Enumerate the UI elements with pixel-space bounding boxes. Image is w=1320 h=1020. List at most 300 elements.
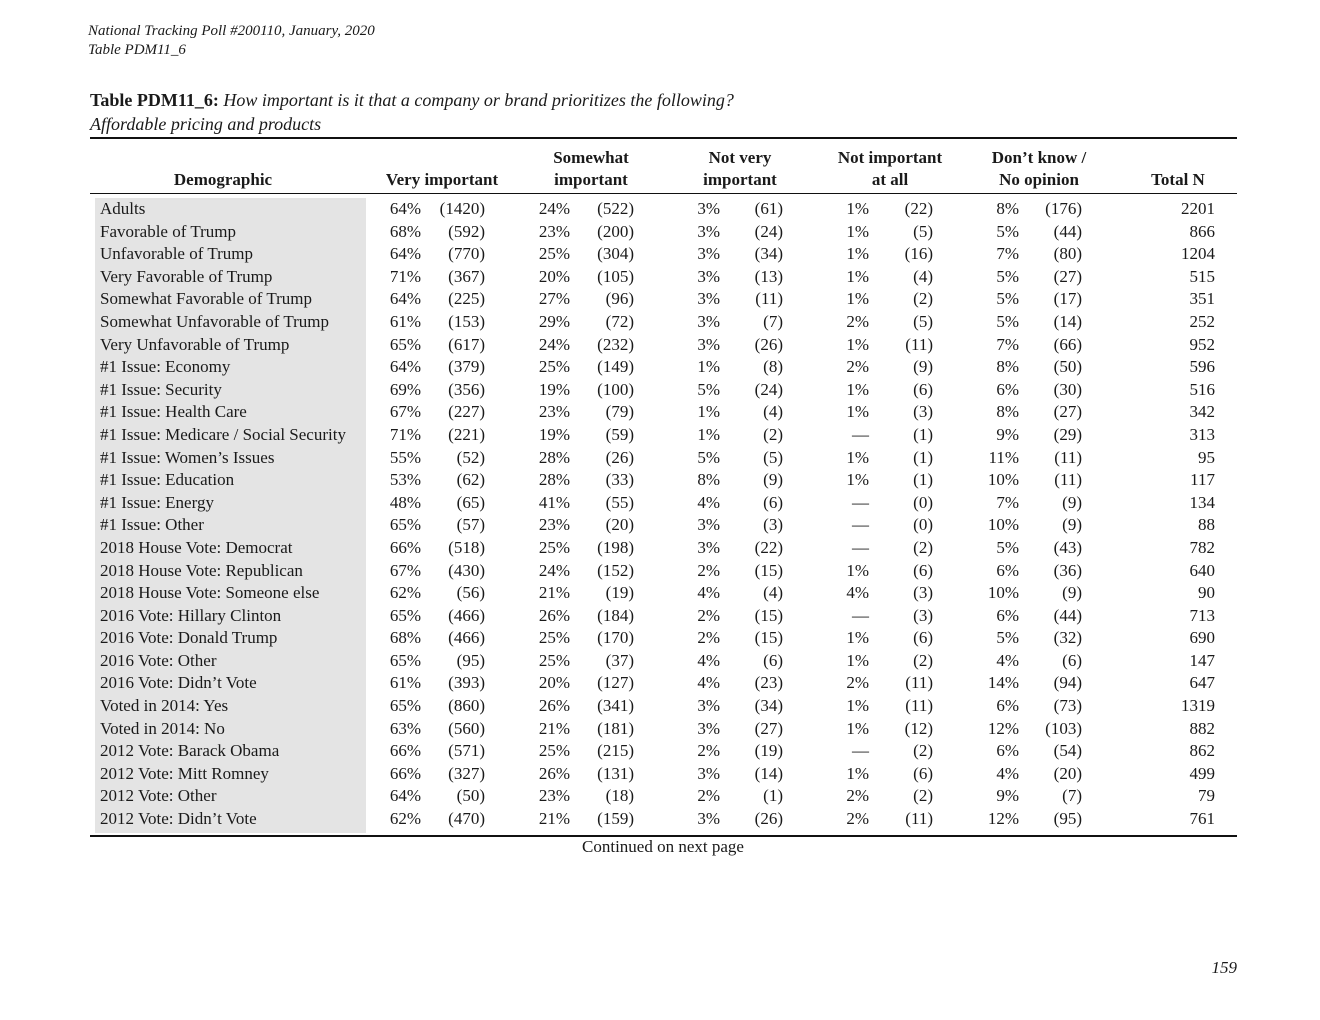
cell-percent: 8% — [697, 470, 720, 490]
cell-percent: 1% — [846, 221, 869, 241]
cell-percent: 29% — [538, 311, 570, 331]
cell-percent: 64% — [389, 244, 421, 264]
row-label: Somewhat Favorable of Trump — [100, 289, 313, 309]
cell-count: (430) — [448, 560, 485, 580]
cell-count: (379) — [448, 357, 485, 377]
cell-count: (62) — [456, 470, 485, 490]
cell-total-n: 515 — [1189, 266, 1215, 286]
cell-percent: 69% — [389, 379, 421, 399]
cell-percent: — — [852, 492, 869, 512]
cell-count: (94) — [1053, 673, 1082, 693]
cell-count: (11) — [1054, 447, 1082, 467]
cell-percent: 5% — [996, 537, 1019, 557]
cell-count: (0) — [913, 492, 933, 512]
cell-total-n: 713 — [1189, 605, 1215, 625]
cell-percent: 2% — [846, 673, 869, 693]
cell-total-n: 79 — [1198, 786, 1215, 806]
cell-percent: 1% — [846, 334, 869, 354]
cell-count: (37) — [605, 650, 634, 670]
cell-count: (170) — [597, 628, 634, 648]
cell-count: (52) — [456, 447, 485, 467]
cell-percent: 25% — [538, 628, 570, 648]
cell-count: (11) — [905, 696, 933, 716]
cell-count: (13) — [754, 266, 783, 286]
cell-percent: 2% — [697, 741, 720, 761]
cell-count: (56) — [456, 583, 485, 603]
cell-count: (2) — [913, 537, 933, 557]
row-label: 2016 Vote: Didn’t Vote — [100, 673, 257, 693]
cell-percent: 64% — [389, 199, 421, 218]
table-row — [0, 695, 1320, 718]
cell-percent: — — [852, 537, 869, 557]
col-header-very-important: Very important — [385, 170, 499, 189]
cell-percent: 12% — [987, 809, 1019, 829]
cell-count: (327) — [448, 763, 485, 783]
cell-percent: 1% — [846, 628, 869, 648]
cell-percent: 7% — [996, 492, 1019, 512]
cell-percent: 25% — [538, 650, 570, 670]
cell-percent: 28% — [538, 447, 570, 467]
cell-count: (11) — [755, 289, 783, 309]
cell-count: (44) — [1053, 605, 1082, 625]
cell-count: (6) — [913, 628, 933, 648]
cell-percent: 5% — [996, 266, 1019, 286]
row-label: Voted in 2014: Yes — [100, 696, 229, 716]
col-header-demographic: Demographic — [173, 170, 273, 189]
cell-percent: 20% — [538, 266, 570, 286]
cell-percent: 1% — [846, 289, 869, 309]
table-row — [0, 401, 1320, 424]
cell-percent: 4% — [697, 492, 720, 512]
cell-percent: 25% — [538, 357, 570, 377]
cell-count: (32) — [1053, 628, 1082, 648]
row-label: Very Favorable of Trump — [100, 266, 273, 286]
cell-percent: 19% — [538, 379, 570, 399]
cell-percent: 21% — [538, 718, 570, 738]
cell-total-n: 88 — [1198, 515, 1215, 535]
cell-count: (9) — [913, 357, 933, 377]
continued-note: Continued on next page — [582, 837, 744, 856]
cell-count: (1420) — [439, 199, 485, 218]
cell-count: (24) — [754, 379, 783, 399]
cell-percent: 65% — [389, 515, 421, 535]
cell-percent: 2% — [697, 605, 720, 625]
cell-count: (6) — [1062, 650, 1082, 670]
cell-percent: 65% — [389, 650, 421, 670]
cell-total-n: 313 — [1189, 424, 1215, 444]
cell-percent: 2% — [697, 628, 720, 648]
cell-count: (50) — [456, 786, 485, 806]
cell-count: (22) — [904, 199, 933, 218]
row-label: 2016 Vote: Donald Trump — [100, 628, 278, 648]
cell-percent: 3% — [697, 289, 720, 309]
cell-percent: 66% — [389, 763, 421, 783]
cell-percent: 1% — [846, 447, 869, 467]
cell-percent: 3% — [697, 244, 720, 264]
cell-total-n: 90 — [1198, 583, 1215, 603]
cell-count: (27) — [1053, 266, 1082, 286]
row-label: #1 Issue: Security — [100, 379, 222, 399]
table-title — [90, 88, 734, 136]
cell-total-n: 134 — [1189, 492, 1215, 512]
cell-count: (4) — [763, 583, 783, 603]
cell-count: (466) — [448, 628, 485, 648]
cell-percent: 64% — [389, 289, 421, 309]
cell-count: (29) — [1053, 424, 1082, 444]
cell-count: (34) — [754, 244, 783, 264]
cell-total-n: 1319 — [1181, 696, 1215, 716]
cell-percent: 25% — [538, 537, 570, 557]
table-row — [0, 311, 1320, 334]
cell-percent: 6% — [996, 379, 1019, 399]
cell-count: (470) — [448, 809, 485, 829]
cell-count: (8) — [763, 357, 783, 377]
cell-percent: 10% — [987, 470, 1019, 490]
cell-count: (50) — [1053, 357, 1082, 377]
cell-percent: 66% — [389, 537, 421, 557]
cell-count: (176) — [1045, 199, 1082, 218]
cell-count: (3) — [913, 402, 933, 422]
cell-count: (72) — [605, 311, 634, 331]
row-label: #1 Issue: Energy — [100, 492, 214, 512]
row-label: #1 Issue: Education — [100, 470, 235, 490]
cell-count: (26) — [605, 447, 634, 467]
cell-count: (26) — [754, 334, 783, 354]
cell-percent: 4% — [697, 673, 720, 693]
cell-count: (152) — [597, 560, 634, 580]
cell-count: (103) — [1045, 718, 1082, 738]
table-top-rule — [90, 137, 1237, 139]
cell-count: (9) — [1062, 492, 1082, 512]
table-body — [0, 198, 1320, 831]
cell-count: (184) — [597, 605, 634, 625]
cell-count: (215) — [597, 741, 634, 761]
cell-total-n: 117 — [1190, 470, 1215, 490]
col-header-somewhat-important: Somewhat important — [553, 148, 629, 189]
cell-percent: 4% — [846, 583, 869, 603]
cell-percent: 25% — [538, 741, 570, 761]
cell-count: (518) — [448, 537, 485, 557]
table-row — [0, 469, 1320, 492]
row-label: #1 Issue: Economy — [100, 357, 231, 377]
cell-count: (6) — [913, 379, 933, 399]
cell-percent: 64% — [389, 357, 421, 377]
table-header-rule — [90, 193, 1237, 194]
cell-count: (12) — [904, 718, 933, 738]
cell-percent: 53% — [389, 470, 421, 490]
table-row — [0, 266, 1320, 289]
cell-percent: 3% — [697, 515, 720, 535]
cell-percent: — — [852, 515, 869, 535]
cell-count: (466) — [448, 605, 485, 625]
cell-count: (11) — [905, 673, 933, 693]
cell-percent: 14% — [987, 673, 1019, 693]
cell-percent: 68% — [389, 628, 421, 648]
row-label: 2012 Vote: Didn’t Vote — [100, 809, 257, 829]
cell-count: (96) — [605, 289, 634, 309]
cell-percent: 6% — [996, 605, 1019, 625]
cell-percent: 24% — [538, 560, 570, 580]
cell-count: (571) — [448, 741, 485, 761]
cell-percent: 65% — [389, 696, 421, 716]
page-header — [88, 22, 375, 60]
cell-count: (27) — [754, 718, 783, 738]
cell-count: (3) — [763, 515, 783, 535]
cell-count: (1) — [763, 786, 783, 806]
table-row — [0, 424, 1320, 447]
cell-percent: 24% — [538, 199, 570, 218]
cell-percent: 8% — [996, 199, 1019, 218]
cell-count: (181) — [597, 718, 634, 738]
cell-count: (159) — [597, 809, 634, 829]
table-row — [0, 605, 1320, 628]
cell-count: (149) — [597, 357, 634, 377]
cell-percent: — — [852, 605, 869, 625]
cell-percent: 62% — [389, 809, 421, 829]
cell-count: (198) — [597, 537, 634, 557]
cell-total-n: 882 — [1189, 718, 1215, 738]
cell-percent: — — [852, 741, 869, 761]
cell-percent: 5% — [697, 447, 720, 467]
cell-count: (65) — [456, 492, 485, 512]
table-subtitle: Affordable pricing and products — [90, 114, 322, 134]
cell-count: (27) — [1053, 402, 1082, 422]
cell-count: (4) — [913, 266, 933, 286]
cell-count: (105) — [597, 266, 634, 286]
cell-percent: 67% — [389, 560, 421, 580]
cell-count: (3) — [913, 605, 933, 625]
cell-percent: 1% — [846, 650, 869, 670]
cell-percent: 10% — [987, 515, 1019, 535]
cell-percent: 24% — [538, 334, 570, 354]
row-label: Favorable of Trump — [100, 221, 236, 241]
cell-count: (61) — [754, 199, 783, 218]
cell-total-n: 2201 — [1181, 199, 1215, 218]
cell-percent: 1% — [846, 266, 869, 286]
row-label: Adults — [100, 199, 146, 218]
row-label: 2012 Vote: Mitt Romney — [100, 763, 269, 783]
cell-percent: 1% — [846, 718, 869, 738]
table-row — [0, 334, 1320, 357]
cell-percent: 2% — [697, 786, 720, 806]
cell-count: (15) — [754, 560, 783, 580]
row-label: #1 Issue: Health Care — [100, 402, 247, 422]
cell-percent: 3% — [697, 221, 720, 241]
cell-percent: 3% — [697, 199, 720, 218]
cell-percent: 1% — [846, 763, 869, 783]
table-row — [0, 627, 1320, 650]
cell-percent: 1% — [846, 199, 869, 218]
table-row — [0, 514, 1320, 537]
poll-name: National Tracking Poll #200110, January, 2020 — [88, 23, 375, 39]
cell-percent: 21% — [538, 809, 570, 829]
cell-percent: 3% — [697, 334, 720, 354]
cell-count: (19) — [754, 741, 783, 761]
cell-percent: 4% — [697, 583, 720, 603]
row-label: Somewhat Unfavorable of Trump — [100, 311, 330, 331]
cell-percent: 3% — [697, 696, 720, 716]
cell-percent: 1% — [846, 560, 869, 580]
cell-count: (7) — [1062, 786, 1082, 806]
cell-count: (15) — [754, 628, 783, 648]
cell-percent: 66% — [389, 741, 421, 761]
cell-percent: 2% — [846, 357, 869, 377]
cell-total-n: 782 — [1189, 537, 1215, 557]
cell-percent: 68% — [389, 221, 421, 241]
cell-count: (20) — [1053, 763, 1082, 783]
cell-count: (7) — [763, 311, 783, 331]
cell-percent: 9% — [996, 786, 1019, 806]
row-label: 2018 House Vote: Someone else — [100, 583, 320, 603]
col-header-not-important: Not important at all — [837, 148, 943, 189]
cell-percent: 23% — [538, 402, 570, 422]
cell-percent: 1% — [846, 696, 869, 716]
table-row — [0, 672, 1320, 695]
cell-percent: 9% — [996, 424, 1019, 444]
row-label: Very Unfavorable of Trump — [100, 334, 290, 354]
table-row — [0, 785, 1320, 808]
table-row — [0, 198, 1320, 221]
cell-count: (34) — [754, 696, 783, 716]
cell-count: (54) — [1053, 741, 1082, 761]
cell-count: (15) — [754, 605, 783, 625]
col-header-dont-know: Don’t know / No opinion — [991, 148, 1087, 189]
cell-count: (4) — [763, 402, 783, 422]
cell-count: (200) — [597, 221, 634, 241]
cell-percent: 71% — [389, 266, 421, 286]
cell-count: (26) — [754, 809, 783, 829]
cell-percent: 26% — [538, 763, 570, 783]
cell-count: (1) — [913, 424, 933, 444]
cell-percent: 3% — [697, 311, 720, 331]
cell-percent: 7% — [996, 244, 1019, 264]
cell-count: (100) — [597, 379, 634, 399]
cell-percent: 4% — [697, 650, 720, 670]
cell-total-n: 690 — [1189, 628, 1215, 648]
cell-percent: 1% — [846, 379, 869, 399]
cell-total-n: 952 — [1189, 334, 1215, 354]
table-row — [0, 243, 1320, 266]
cell-total-n: 866 — [1189, 221, 1215, 241]
cell-percent: 25% — [538, 244, 570, 264]
table-id: Table PDM11_6 — [88, 42, 186, 58]
row-label: #1 Issue: Other — [100, 515, 204, 535]
cell-percent: 5% — [996, 289, 1019, 309]
table-row — [0, 650, 1320, 673]
cell-percent: 23% — [538, 515, 570, 535]
table-row — [0, 288, 1320, 311]
row-label: 2016 Vote: Other — [100, 650, 217, 670]
cell-count: (30) — [1053, 379, 1082, 399]
table-row — [0, 221, 1320, 244]
table-row — [0, 718, 1320, 741]
cell-count: (36) — [1053, 560, 1082, 580]
cell-count: (592) — [448, 221, 485, 241]
cell-count: (227) — [448, 402, 485, 422]
table-row — [0, 740, 1320, 763]
cell-count: (560) — [448, 718, 485, 738]
col-header-total-n: Total N — [1151, 170, 1205, 189]
cell-percent: 27% — [538, 289, 570, 309]
cell-percent: 61% — [389, 673, 421, 693]
cell-percent: 3% — [697, 809, 720, 829]
cell-count: (6) — [763, 650, 783, 670]
cell-count: (2) — [913, 650, 933, 670]
cell-percent: 41% — [538, 492, 570, 512]
cell-total-n: 342 — [1189, 402, 1215, 422]
row-label: 2016 Vote: Hillary Clinton — [100, 605, 282, 625]
cell-percent: 26% — [538, 696, 570, 716]
cell-count: (127) — [597, 673, 634, 693]
table-row — [0, 537, 1320, 560]
cell-count: (131) — [597, 763, 634, 783]
cell-count: (19) — [605, 583, 634, 603]
cell-percent: 71% — [389, 424, 421, 444]
cell-percent: 6% — [996, 741, 1019, 761]
col-header-not-very-important: Not very important — [703, 148, 777, 189]
cell-count: (356) — [448, 379, 485, 399]
cell-count: (66) — [1053, 334, 1082, 354]
cell-count: (221) — [448, 424, 485, 444]
cell-percent: 8% — [996, 402, 1019, 422]
cell-total-n: 862 — [1189, 741, 1215, 761]
cell-percent: 6% — [996, 560, 1019, 580]
cell-count: (11) — [905, 809, 933, 829]
cell-percent: 11% — [988, 447, 1019, 467]
cell-percent: 3% — [697, 266, 720, 286]
cell-total-n: 516 — [1189, 379, 1215, 399]
cell-total-n: 252 — [1189, 311, 1215, 331]
row-label: Voted in 2014: No — [100, 718, 225, 738]
row-label: Unfavorable of Trump — [100, 244, 253, 264]
cell-total-n: 640 — [1189, 560, 1215, 580]
cell-percent: 5% — [996, 311, 1019, 331]
cell-count: (24) — [754, 221, 783, 241]
cell-percent: 1% — [846, 402, 869, 422]
cell-count: (617) — [448, 334, 485, 354]
cell-count: (23) — [754, 673, 783, 693]
cell-count: (95) — [1053, 809, 1082, 829]
cell-count: (33) — [605, 470, 634, 490]
cell-count: (57) — [456, 515, 485, 535]
row-label: 2012 Vote: Barack Obama — [100, 741, 280, 761]
cell-percent: 2% — [846, 786, 869, 806]
cell-percent: 62% — [389, 583, 421, 603]
cell-percent: 1% — [697, 424, 720, 444]
table-row — [0, 808, 1320, 831]
table-title-label: Table PDM11_6: — [90, 90, 219, 110]
table-row — [0, 560, 1320, 583]
cell-count: (14) — [1053, 311, 1082, 331]
cell-percent: 5% — [996, 221, 1019, 241]
cell-percent: 67% — [389, 402, 421, 422]
cell-count: (225) — [448, 289, 485, 309]
cell-count: (73) — [1053, 696, 1082, 716]
cell-percent: 64% — [389, 786, 421, 806]
cell-percent: 1% — [697, 402, 720, 422]
cell-count: (341) — [597, 696, 634, 716]
cell-count: (6) — [913, 763, 933, 783]
table-row — [0, 379, 1320, 402]
cell-count: (1) — [913, 447, 933, 467]
cell-percent: 1% — [697, 357, 720, 377]
cell-percent: 2% — [846, 311, 869, 331]
cell-percent: 3% — [697, 763, 720, 783]
table-row — [0, 447, 1320, 470]
cell-count: (22) — [754, 537, 783, 557]
cell-percent: 23% — [538, 221, 570, 241]
cell-count: (17) — [1053, 289, 1082, 309]
